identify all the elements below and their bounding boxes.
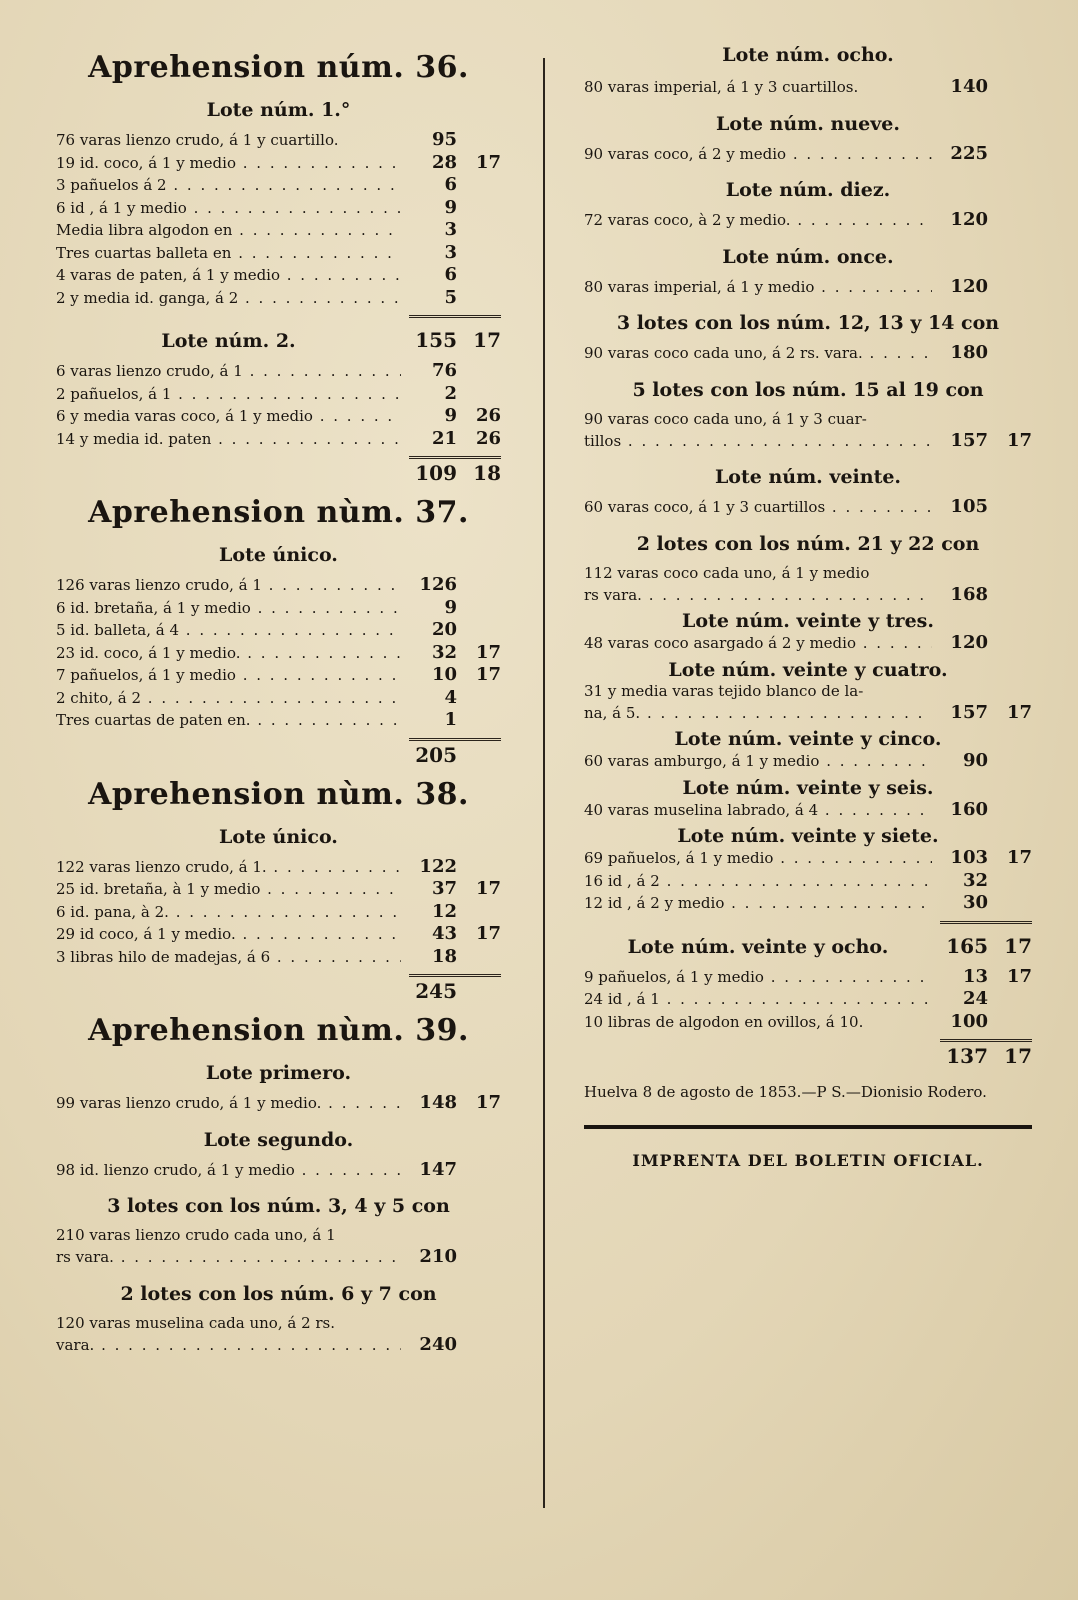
list-item: 69 pañuelos, á 1 y medio . . . 103 17: [584, 847, 1032, 870]
list-item: 90 varas coco, á 2 y medio . . . 225: [584, 143, 1032, 166]
left-column: [56, 40, 501, 1356]
list-item: 90 varas coco cada uno, á 2 rs. vara. . . . 180: [584, 342, 1032, 365]
lote-2-title: Lote núm. 2.: [161, 330, 296, 352]
list-item: 98 id. lienzo crudo, á 1 y medio . . . 147: [56, 1159, 501, 1182]
lote-unico-title: Lote único.: [219, 544, 338, 566]
list-item: 12 id , á 2 y medio . . . 30: [584, 892, 1032, 915]
lote-unico-title: Lote único.: [219, 825, 338, 848]
list-item: 60 varas coco, á 1 y 3 cuartillos . . . 105: [584, 496, 1032, 519]
list-item-line: 112 varas coco cada uno, á 1 y medio: [584, 563, 870, 582]
list-item: 99 varas lienzo crudo, á 1 y medio. . . . 148 17: [56, 1092, 501, 1115]
right-column: [584, 40, 1032, 1170]
list-item-line: 210 varas lienzo crudo cada uno, á 1: [56, 1226, 336, 1244]
sum-rule: [409, 974, 501, 977]
lote-28-title: Lote núm. veinte y ocho.: [627, 935, 889, 958]
aprehension-37-title: Aprehension nùm. 37.: [88, 495, 469, 530]
list-item: 29 id coco, á 1 y medio. . . . 43 17: [56, 923, 501, 946]
list-item: 23 id. coco, á 1 y medio. . . . 32 17: [56, 642, 501, 665]
list-item: 6 id. pana, à 2. . . . 12: [56, 901, 501, 924]
list-item-line: 90 varas coco cada uno, á 1 y 3 cuar-: [584, 409, 867, 428]
list-item-line: 120 varas muselina cada uno, á 2 rs.: [56, 1313, 336, 1332]
list-item: Media libra algodon en . . . 3: [56, 219, 501, 242]
lotes-6-7-title: 2 lotes con los núm. 6 y 7 con: [120, 1282, 437, 1305]
lote-1-title: Lote núm. 1.°: [206, 99, 351, 121]
sum-rule: [409, 315, 501, 318]
list-item: 25 id. bretaña, à 1 y medio . . . 37 17: [56, 878, 501, 901]
lote-primero-title: Lote primero.: [205, 1062, 352, 1084]
list-item: 122 varas lienzo crudo, á 1. . . . 122: [56, 856, 501, 879]
list-item: 2 y media id. ganga, á 2 . . . 5: [56, 287, 501, 310]
list-item-line: 31 y media varas tejido blanco de la-: [584, 681, 864, 700]
lote-28-header: [584, 934, 1032, 958]
lote-total: 245: [415, 979, 457, 1003]
list-item: 60 varas amburgo, á 1 y medio . . . 90: [584, 750, 1032, 773]
list-item: na, á 5. . . . 157 17: [584, 702, 1032, 725]
lote-8-title: Lote núm. ocho.: [722, 44, 894, 66]
lote-segundo-title: Lote segundo.: [203, 1128, 354, 1151]
list-item: 24 id , á 1 . . . 24: [584, 988, 1032, 1011]
list-item: 14 y media id. paten . . . 21 26: [56, 428, 501, 451]
lote-total: 137 17: [946, 1044, 1032, 1068]
lote-25-title: Lote núm. veinte y cinco.: [674, 728, 942, 750]
lotes-15-19-title: 5 lotes con los núm. 15 al 19 con: [632, 378, 984, 401]
carry-total: 165: [946, 933, 988, 958]
list-item: 6 y media varas coco, á 1 y medio . . . 9 26: [56, 405, 501, 428]
list-item: 16 id , á 2 . . . 32: [584, 870, 1032, 893]
lote-2-header: [56, 328, 501, 352]
list-item: 2 pañuelos, á 1 . . . 2: [56, 383, 501, 406]
list-item: 5 id. balleta, á 4 . . . 20: [56, 619, 501, 642]
list-item: 80 varas imperial, á 1 y 3 cuartillos. 140: [584, 76, 988, 97]
list-item: 80 varas imperial, á 1 y medio . . . 120: [584, 276, 1032, 299]
list-item: 9 pañuelos, á 1 y medio . . . 13 17: [584, 966, 1032, 989]
lotes-12-14-title: 3 lotes con los núm. 12, 13 y 14 con: [616, 312, 1000, 334]
lote-9-title: Lote núm. nueve.: [716, 112, 900, 135]
aprehension-38-title: Aprehension nùm. 38.: [88, 776, 469, 812]
lote-20-title: Lote núm. veinte.: [714, 466, 902, 488]
list-item: Tres cuartas balleta en . . . 3: [56, 242, 501, 265]
sum-rule: [940, 1039, 1032, 1042]
footer-rule: [584, 1125, 1032, 1129]
carry-total-cents: 17: [1004, 933, 1032, 958]
list-item: 3 libras hilo de madejas, á 6 . . . 18: [56, 946, 501, 969]
carry-total: 155: [415, 328, 457, 352]
list-item: 40 varas muselina labrado, á 4 . . . 160: [584, 799, 1032, 822]
lote-26-title: Lote núm. veinte y seis.: [682, 776, 934, 799]
lote-total: 109 18: [415, 461, 501, 485]
list-item: rs vara. . . . 168: [584, 584, 1032, 607]
list-item: 7 pañuelos, á 1 y medio . . . 10 17: [56, 664, 501, 687]
list-item: 6 varas lienzo crudo, á 1 . . . 76: [56, 360, 501, 383]
aprehension-39-title: Aprehension nùm. 39.: [88, 1013, 469, 1048]
list-item: vara. . . . 240: [56, 1334, 501, 1357]
carry-total-cents: 17: [473, 328, 501, 352]
lote-total: 205: [415, 742, 457, 767]
lote-23-title: Lote núm. veinte y tres.: [682, 610, 934, 632]
lote-24-title: Lote núm. veinte y cuatro.: [668, 658, 948, 681]
column-divider: [543, 58, 545, 1508]
aprehension-36-title: Aprehension núm. 36.: [88, 50, 469, 85]
list-item: 10 libras de algodon en ovillos, á 10. 100: [584, 1010, 988, 1032]
list-item: 6 id. bretaña, á 1 y medio . . . 9: [56, 597, 501, 620]
list-item: 6 id , á 1 y medio . . . 9: [56, 197, 501, 220]
lote-11-title: Lote núm. once.: [722, 245, 894, 268]
imprenta-credit: IMPRENTA DEL BOLETIN OFICIAL.: [632, 1151, 984, 1170]
list-item: rs vara. . . . 210: [56, 1246, 501, 1269]
list-item: 19 id. coco, á 1 y medio . . . 28 17: [56, 152, 501, 175]
sum-rule: [409, 456, 501, 459]
list-item: 2 chito, á 2 . . . 4: [56, 687, 501, 710]
lotes-21-22-title: 2 lotes con los núm. 21 y 22 con: [636, 532, 980, 555]
list-item: 72 varas coco, à 2 y medio. . . . 120: [584, 209, 1032, 232]
list-item: Tres cuartas de paten en. . . . 1: [56, 709, 501, 732]
list-item: 48 varas coco asargado á 2 y medio . . . 120: [584, 632, 1032, 655]
list-item: 3 pañuelos á 2 . . . 6: [56, 174, 501, 197]
sum-rule: [940, 921, 1032, 924]
list-item: 4 varas de paten, á 1 y medio . . . 6: [56, 264, 501, 287]
lotes-3-4-5-title: 3 lotes con los núm. 3, 4 y 5 con: [107, 1195, 450, 1217]
list-item: 126 varas lienzo crudo, á 1 . . . 126: [56, 574, 501, 597]
sum-rule: [409, 738, 501, 741]
signature: Huelva 8 de agosto de 1853.—P S.—Dionisio Rodero.: [584, 1083, 987, 1101]
list-item: tillos . . . 157 17: [584, 430, 1032, 453]
list-item: 76 varas lienzo crudo, á 1 y cuartillo. 95: [56, 129, 457, 150]
lote-10-title: Lote núm. diez.: [725, 179, 891, 201]
lote-27-title: Lote núm. veinte y siete.: [677, 825, 939, 847]
